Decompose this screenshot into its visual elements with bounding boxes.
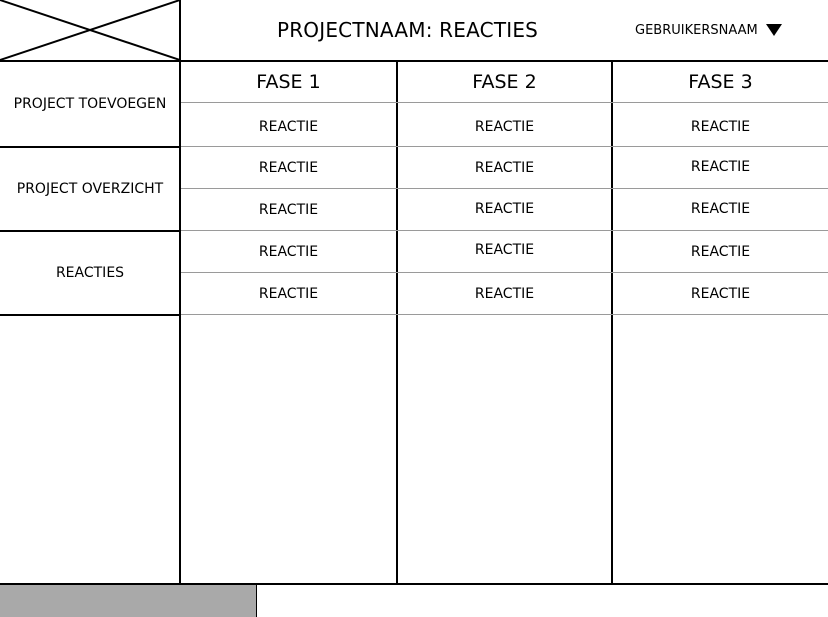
reactie-item[interactable]: REACTIE <box>690 286 751 302</box>
footer-block <box>0 585 256 617</box>
user-menu[interactable] <box>635 0 828 60</box>
sidebar-item-reacties[interactable] <box>0 232 180 314</box>
logo-placeholder <box>0 0 180 60</box>
reactie-item[interactable]: REACTIE <box>474 119 535 135</box>
reactie-item[interactable]: REACTIE <box>258 119 319 135</box>
column-header-fase-3: FASE 3 <box>688 71 753 93</box>
reactie-item[interactable]: REACTIE <box>690 201 751 217</box>
sidebar-divider <box>0 314 180 316</box>
page-title: PROJECTNAAM: REACTIES <box>276 18 539 42</box>
column-header-fase-1: FASE 1 <box>256 71 321 93</box>
column-header-fase-2: FASE 2 <box>472 71 537 93</box>
reactie-item[interactable]: REACTIE <box>258 160 319 176</box>
reactie-item[interactable]: REACTIE <box>258 286 319 302</box>
reactie-item[interactable]: REACTIE <box>474 286 535 302</box>
sidebar-item-project-overzicht[interactable] <box>0 148 180 230</box>
sidebar-item-label: PROJECT TOEVOEGEN <box>13 96 167 112</box>
user-name: GEBRUIKERSNAAM <box>635 22 758 38</box>
sidebar-item-project-toevoegen[interactable] <box>0 62 180 146</box>
reactie-item[interactable]: REACTIE <box>474 201 535 217</box>
logo-border <box>179 0 181 60</box>
sidebar-item-label: REACTIES <box>55 265 125 281</box>
reactie-item[interactable]: REACTIE <box>474 160 535 176</box>
sidebar-item-label: PROJECT OVERZICHT <box>16 181 164 197</box>
reactie-item[interactable]: REACTIE <box>474 242 535 258</box>
reactie-item[interactable]: REACTIE <box>690 119 751 135</box>
reactie-item[interactable]: REACTIE <box>690 159 751 175</box>
reactie-item[interactable]: REACTIE <box>690 244 751 260</box>
caret-down-icon[interactable] <box>766 24 782 36</box>
reactie-item[interactable]: REACTIE <box>258 244 319 260</box>
reactie-item[interactable]: REACTIE <box>258 202 319 218</box>
row-divider <box>181 102 828 103</box>
